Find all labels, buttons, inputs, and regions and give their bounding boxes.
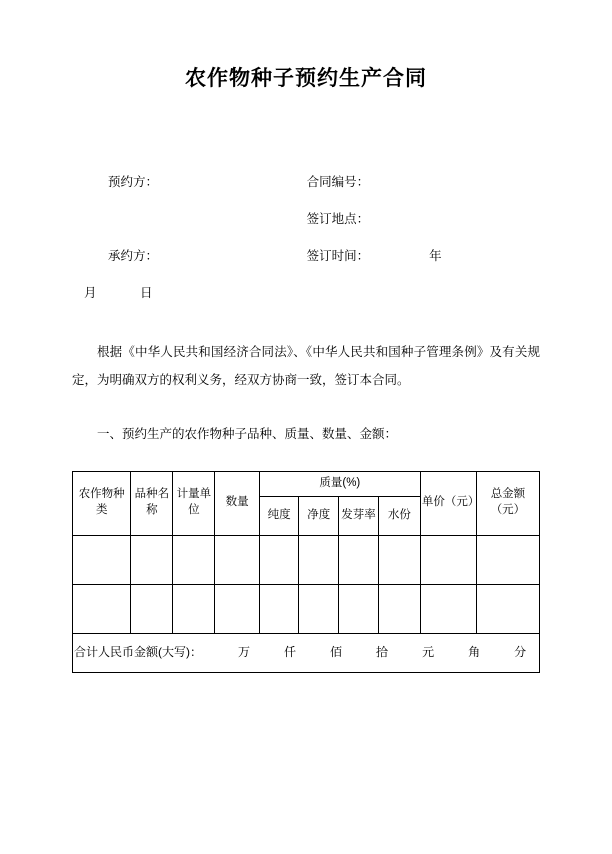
document-page: [0, 62, 612, 854]
cell-purity[interactable]: [259, 535, 299, 584]
cell-quantity[interactable]: [215, 584, 259, 633]
header-cleanliness: 净度: [299, 496, 339, 535]
cell-variety-name[interactable]: [131, 535, 173, 584]
header-quality-group: 质量(%): [259, 471, 420, 496]
cell-crop-type[interactable]: [73, 535, 131, 584]
cell-germination-rate[interactable]: [339, 584, 379, 633]
unit-fen: 分: [514, 645, 527, 660]
table-total-row: [73, 633, 540, 672]
table-row: [73, 535, 540, 584]
header-germination-rate: 发芽率: [339, 496, 379, 535]
cell-unit-price[interactable]: [420, 535, 476, 584]
spacer-left-1: [72, 201, 297, 238]
cell-germination-rate[interactable]: [339, 535, 379, 584]
signing-place-label: 签订地点：: [306, 211, 370, 226]
table-header-row-1: [73, 471, 540, 496]
unit-yuan: 元: [422, 645, 435, 660]
cell-crop-type[interactable]: [73, 584, 131, 633]
cell-measure-unit[interactable]: [173, 584, 215, 633]
seed-production-table: [72, 471, 540, 673]
party-row-undertaking: [72, 238, 540, 275]
day-label: 日: [140, 285, 153, 300]
cell-total-amount[interactable]: [476, 535, 539, 584]
header-moisture: 水份: [378, 496, 420, 535]
month-label: 月: [84, 285, 97, 300]
cell-cleanliness[interactable]: [299, 535, 339, 584]
party-information-block: [72, 164, 540, 312]
total-amount-label: 合计人民币金额(大写)：: [74, 645, 202, 660]
signing-place-field: [297, 201, 540, 238]
unit-shi: 拾: [376, 645, 389, 660]
signing-time-field: [297, 238, 540, 275]
cell-unit-price[interactable]: [420, 584, 476, 633]
header-variety-name: 品种名称: [131, 471, 173, 535]
header-purity: 纯度: [259, 496, 299, 535]
header-unit-price: 单价（元）: [420, 471, 476, 535]
reserving-party-label: 预约方：: [108, 175, 159, 189]
unit-qian: 仟: [284, 645, 297, 660]
header-measure-unit: 计量单位: [173, 471, 215, 535]
page-title: 农作物种子预约生产合同: [185, 67, 427, 90]
unit-jiao: 角: [468, 645, 481, 660]
contract-number-field: [297, 164, 540, 201]
date-month-day-row: [72, 275, 540, 312]
clause-one-text: 一、预约生产的农作物种子品种、质量、数量、金额：: [97, 427, 398, 441]
cell-quantity[interactable]: [215, 535, 259, 584]
undertaking-party-label: 承约方：: [108, 248, 159, 263]
cell-cleanliness[interactable]: [299, 584, 339, 633]
signing-time-label: 签订时间：: [306, 248, 370, 263]
party-row-reserving: [72, 164, 540, 201]
party-row-place: [72, 201, 540, 238]
header-quantity: 数量: [215, 471, 259, 535]
cell-moisture[interactable]: [378, 535, 420, 584]
unit-bai: 佰: [330, 645, 343, 660]
cell-moisture[interactable]: [378, 584, 420, 633]
unit-wan: 万: [238, 645, 251, 660]
contract-number-label: 合同编号：: [306, 175, 370, 189]
header-crop-type: 农作物种类: [73, 471, 131, 535]
cell-measure-unit[interactable]: [173, 535, 215, 584]
year-label: 年: [429, 248, 442, 263]
cell-total-amount[interactable]: [476, 584, 539, 633]
table-row: [73, 584, 540, 633]
cell-purity[interactable]: [259, 584, 299, 633]
header-total-amount: 总金额（元）: [476, 471, 539, 535]
preamble-paragraph: 根据《中华人民共和国经济合同法》、《中华人民共和国种子管理条例》及有关规定，为明确双方的权利义务，经双方协商一致，签订本合同。: [72, 344, 540, 388]
total-amount-in-words-cell[interactable]: [73, 633, 540, 672]
cell-variety-name[interactable]: [131, 584, 173, 633]
